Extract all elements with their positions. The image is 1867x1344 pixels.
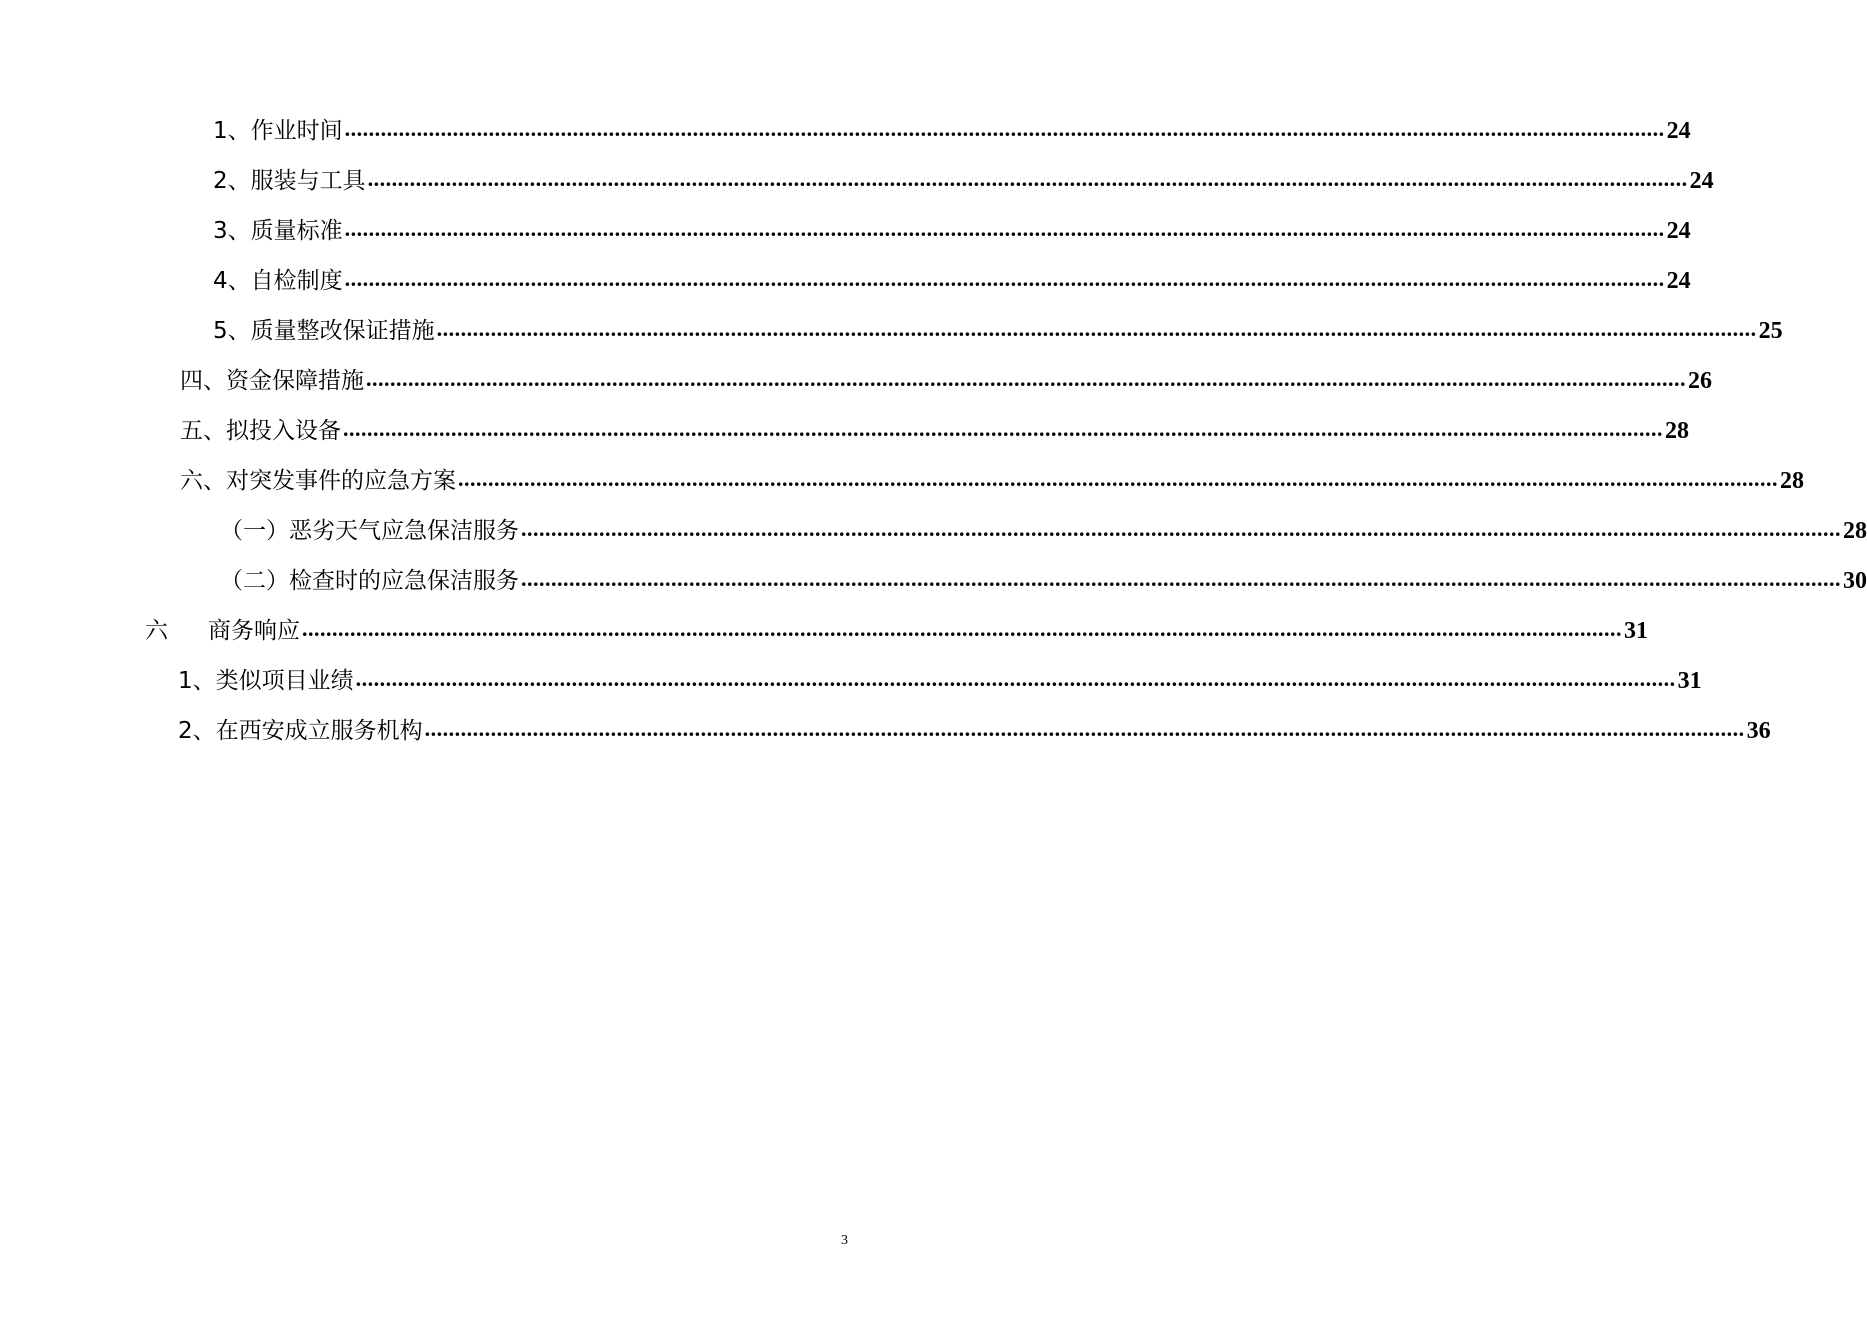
toc-leader-dots: ............................................................................................................................................................................................................................ xyxy=(344,216,1665,241)
toc-entry-page: 28 xyxy=(1665,418,1689,444)
toc-leader-dots: ............................................................................................................................................................................................................................ xyxy=(343,416,1663,441)
toc-entry-label: 五、拟投入设备 xyxy=(180,418,341,444)
toc-entry-page: 30 xyxy=(1843,568,1867,594)
toc-entry-label: 2、在西安成立服务机构 xyxy=(178,718,423,744)
toc-entry-page: 28 xyxy=(1843,518,1867,544)
toc-leader-dots: ............................................................................................................................................................................................................................ xyxy=(521,566,1841,591)
toc-leader-dots: ............................................................................................................................................................................................................................ xyxy=(367,166,1688,191)
toc-entry-page: 24 xyxy=(1689,168,1714,194)
toc-entry[interactable] xyxy=(180,406,1689,446)
toc-entry[interactable] xyxy=(145,606,1648,646)
toc-entry[interactable] xyxy=(178,656,1702,696)
toc-entry-label: 3、质量标准 xyxy=(213,218,343,244)
toc-entry-page: 31 xyxy=(1677,668,1702,694)
toc-entry[interactable] xyxy=(213,306,1783,346)
toc-entry-number: 六 xyxy=(145,618,168,644)
toc-entry[interactable] xyxy=(213,256,1691,296)
toc-entry-label: 1、作业时间 xyxy=(213,118,343,144)
toc-leader-dots: ............................................................................................................................................................................................................................ xyxy=(366,366,1686,391)
toc-entry[interactable] xyxy=(213,206,1691,246)
toc-leader-dots: ............................................................................................................................................................................................................................ xyxy=(458,466,1778,491)
toc-entry-label: 1、类似项目业绩 xyxy=(178,668,354,694)
toc-entry-label: 4、自检制度 xyxy=(213,268,343,294)
toc-entry[interactable] xyxy=(178,706,1771,746)
toc-entry-label xyxy=(145,616,300,646)
toc-entry[interactable] xyxy=(220,506,1867,546)
toc-entry-page: 24 xyxy=(1666,118,1691,144)
toc-entry-label: （一）恶劣天气应急保洁服务 xyxy=(220,518,519,544)
toc-entry-title: 商务响应 xyxy=(208,618,300,644)
toc-entry-page: 28 xyxy=(1780,468,1804,494)
toc-leader-dots: ............................................................................................................................................................................................................................ xyxy=(521,516,1841,541)
toc-entry-page: 24 xyxy=(1666,268,1691,294)
toc-entry[interactable] xyxy=(213,106,1691,146)
toc-entry[interactable] xyxy=(180,456,1804,496)
toc-leader-dots: ............................................................................................................................................................................................................................ xyxy=(355,666,1676,691)
toc-entry-page: 24 xyxy=(1666,218,1691,244)
toc-leader-dots: ............................................................................................................................................................................................................................ xyxy=(344,116,1665,141)
toc-leader-dots: ............................................................................................................................................................................................................................ xyxy=(302,616,1622,641)
toc-entry-page: 25 xyxy=(1758,318,1783,344)
page-number: 3 xyxy=(841,1233,848,1248)
toc-leader-dots: ............................................................................................................................................................................................................................ xyxy=(424,716,1745,741)
toc-entry-page: 31 xyxy=(1624,618,1648,644)
toc-entry-page: 36 xyxy=(1746,718,1771,744)
toc-entry[interactable] xyxy=(220,556,1867,596)
toc-entry-label: （二）检查时的应急保洁服务 xyxy=(220,568,519,594)
toc-leader-dots: ............................................................................................................................................................................................................................ xyxy=(344,266,1665,291)
toc-entry-label: 5、质量整改保证措施 xyxy=(213,318,435,344)
toc-leader-dots: ............................................................................................................................................................................................................................ xyxy=(436,316,1757,341)
toc-entry-label: 六、对突发事件的应急方案 xyxy=(180,468,456,494)
toc-entry-label: 四、资金保障措施 xyxy=(180,368,364,394)
toc-entry[interactable] xyxy=(213,156,1714,196)
toc-entry-label: 2、服装与工具 xyxy=(213,168,366,194)
toc-entry-page: 26 xyxy=(1688,368,1712,394)
toc-entry[interactable] xyxy=(180,356,1712,396)
